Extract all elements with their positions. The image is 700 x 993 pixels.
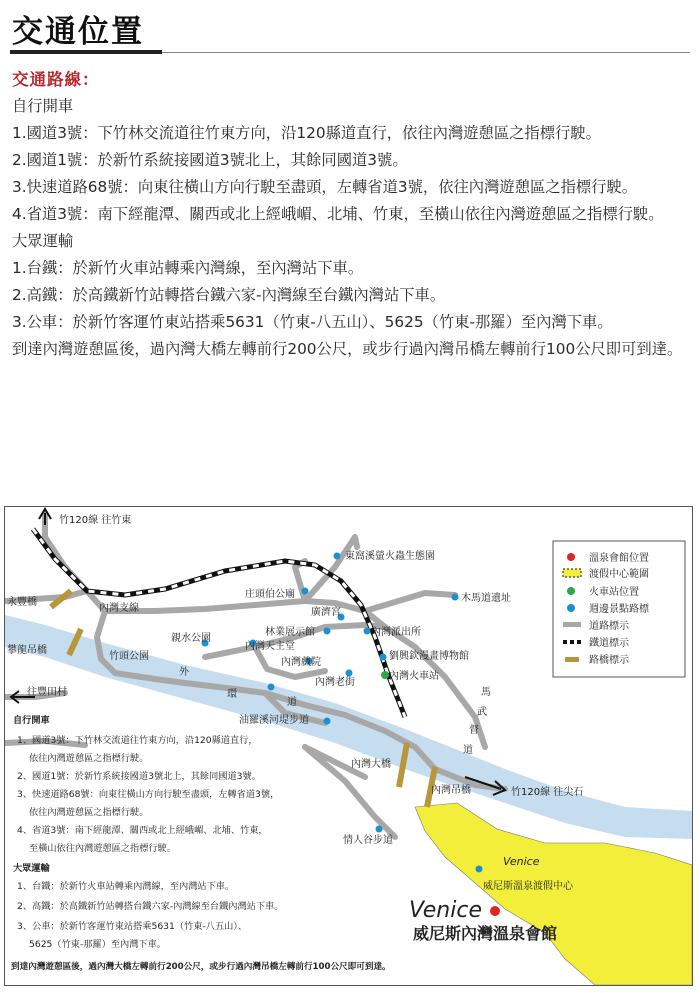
spot-marker: [376, 826, 383, 833]
label-yongfeng-bridge: 永豐橋: [7, 597, 37, 608]
legend: [553, 541, 685, 677]
hotel-name: 威尼斯內灣溫泉會館: [413, 924, 558, 943]
label-fireflies: 東窩溪螢火蟲生態園: [345, 551, 435, 562]
label-police: 內灣派出所: [371, 627, 421, 638]
label-wai: 外: [179, 667, 189, 678]
spot-marker: [476, 866, 483, 873]
transit-item: 2.高鐵：於高鐵新竹站轉搭台鐵六家-內灣線至台鐵內灣站下車。: [12, 286, 446, 304]
label-suspension-bridge: 內灣吊橋: [431, 785, 471, 796]
label-big-bridge: 內灣大橋: [351, 759, 391, 770]
label-valley-trail: 情人谷步道: [343, 835, 393, 846]
label-theater: 內灣戲院: [281, 657, 321, 668]
label-mawu-3: 督: [469, 725, 479, 736]
spot-marker: [334, 553, 341, 560]
legend-spot-icon: [567, 604, 575, 612]
label-neiwan-line: 內灣支線: [99, 603, 139, 614]
venice-big-logo: Venice: [409, 898, 482, 923]
legend-resort-icon: [563, 569, 581, 577]
map-inset-directions: [11, 714, 391, 972]
inset-line: 5625（竹東-那羅）至內灣下車。: [29, 939, 166, 950]
inset-line: 1、台鐵：於新竹火車站轉乘內灣線，至內灣站下車。: [17, 881, 235, 892]
label-qinshui-park: 親水公園: [171, 633, 211, 644]
spot-marker: [346, 670, 353, 677]
label-route-north: 竹120線 往竹東: [59, 515, 132, 526]
location-map: [4, 506, 693, 986]
label-old-street: 內灣老街: [315, 677, 355, 688]
legend-label: 火車站位置: [589, 587, 639, 598]
spot-marker: [452, 594, 459, 601]
legend-hotel-icon: [567, 553, 575, 561]
label-route-east: 竹120線 往尖石: [511, 787, 584, 798]
inset-line: 2、高鐵：於高鐵新竹站轉搭台鐵六家-內灣線至台鐵內灣站下車。: [17, 901, 284, 912]
transit-item: 3.公車：於新竹客運竹東站搭乘5631（竹東-八五山）、5625（竹東-那羅）至內灣下車。: [12, 313, 613, 331]
transit-item: 1.台鐵：於新竹火車站轉乘內灣線，至內灣站下車。: [12, 259, 364, 277]
label-huan: 環: [227, 689, 237, 700]
spot-marker: [302, 588, 309, 595]
label-mawu-4: 道: [463, 745, 473, 756]
inset-self-drive-heading: 自行開車: [13, 715, 50, 726]
inset-transit-heading: 大眾運輸: [13, 863, 50, 874]
label-zhutou-park: 竹頭公園: [109, 651, 149, 662]
legend-label: 週邊景點路標: [589, 604, 649, 615]
inset-arrival: 到達內灣遊憩區後，過內灣大橋左轉前行200公尺，或步行過內灣吊橋左轉前行100公尺即可到達。: [11, 962, 391, 972]
spot-marker: [324, 718, 331, 725]
self-drive-item: 4.省道3號：南下經龍潭、關西或北上經峨嵋、北埔、竹東，至橫山依往內灣遊憩區之指標行駛。: [12, 205, 664, 223]
label-trail: 油羅溪河堤步道: [239, 715, 309, 726]
label-dao: 道: [287, 697, 297, 708]
inset-line: 4、省道3號：南下經龍潭、關西或北上經峨嵋、北埔、竹東，: [17, 825, 268, 836]
section-heading: 交通路線：: [12, 70, 100, 89]
label-mawu-2: 武: [477, 707, 487, 718]
label-panhua-bridge: 攀龍吊橋: [7, 645, 47, 656]
legend-label: 道路標示: [589, 621, 629, 632]
page-title: 交通位置: [12, 14, 144, 50]
hotel-marker: [490, 906, 500, 916]
label-to-farm: 往豐田村: [27, 687, 67, 698]
self-drive-item: 3.快速道路68號：向東往橫山方向行駛至盡頭，左轉省道3號，依往內灣遊憩區之指標行駛。: [12, 178, 638, 196]
inset-line: 2、國道1號：於新竹系統接國道3號北上，其餘同國道3號。: [17, 771, 261, 782]
label-tiangong: 內灣天主堂: [245, 641, 295, 652]
spot-marker: [324, 628, 331, 635]
legend-bridge-icon: [565, 657, 579, 662]
inset-line: 依往內灣遊憩區之指標行駛。: [29, 753, 149, 764]
self-drive-item: 1.國道3號：下竹林交流道往竹東方向，沿120縣道直行，依往內灣遊憩區之指標行駛。: [12, 124, 601, 142]
transit-heading: 大眾運輸: [12, 232, 74, 250]
label-forestry-hall: 林業展示館: [265, 627, 315, 638]
label-mawu-1: 馬: [481, 687, 491, 698]
inset-line: 至橫山依往內灣遊憩區之指標行駛。: [29, 843, 176, 854]
label-zhuanggu: 庄頭伯公廟: [245, 589, 295, 600]
label-museum: 劉興欽漫畫博物館: [389, 651, 469, 662]
venice-small-logo: Venice: [503, 855, 540, 868]
label-train-station: 內灣火車站: [389, 671, 439, 682]
directions-text: [12, 66, 692, 363]
inset-line: 1、國道3號：下竹林交流道往竹東方向，沿120縣道直行，: [17, 735, 258, 746]
title-divider: [162, 52, 690, 53]
spot-marker: [268, 684, 275, 691]
label-guangji: 廣濟宮: [311, 607, 341, 618]
title-underline: [10, 50, 162, 54]
train-station-marker: [381, 671, 389, 679]
inset-line: 3、快速道路68號：向東往橫山方向行駛至盡頭，左轉省道3號，: [17, 789, 280, 800]
self-drive-item: 2.國道1號：於新竹系統接國道3號北上，其餘同國道3號。: [12, 151, 408, 169]
inset-line: 依往內灣遊憩區之指標行駛。: [29, 807, 149, 818]
legend-label: 路橋標示: [589, 655, 629, 666]
arrival-note: 到達內灣遊憩區後，過內灣大橋左轉前行200公尺，或步行過內灣吊橋左轉前行100公尺即可到達。: [12, 340, 683, 358]
legend-station-icon: [567, 587, 575, 595]
inset-line: 3、公車：於新竹客運竹東站搭乘5631（竹東-八五山）、: [17, 921, 248, 932]
map-canvas: [5, 507, 692, 985]
spot-marker: [364, 628, 371, 635]
legend-label: 渡假中心範圍: [589, 569, 649, 580]
spot-marker: [380, 654, 387, 661]
label-mumadao: 木馬道遺址: [461, 593, 511, 604]
legend-road-icon: [563, 622, 581, 627]
legend-label: 鐵道標示: [589, 638, 629, 649]
legend-label: 溫泉會館位置: [589, 553, 649, 564]
self-drive-heading: 自行開車: [12, 97, 74, 115]
label-resort-center: 威尼斯溫泉渡假中心: [483, 881, 573, 892]
